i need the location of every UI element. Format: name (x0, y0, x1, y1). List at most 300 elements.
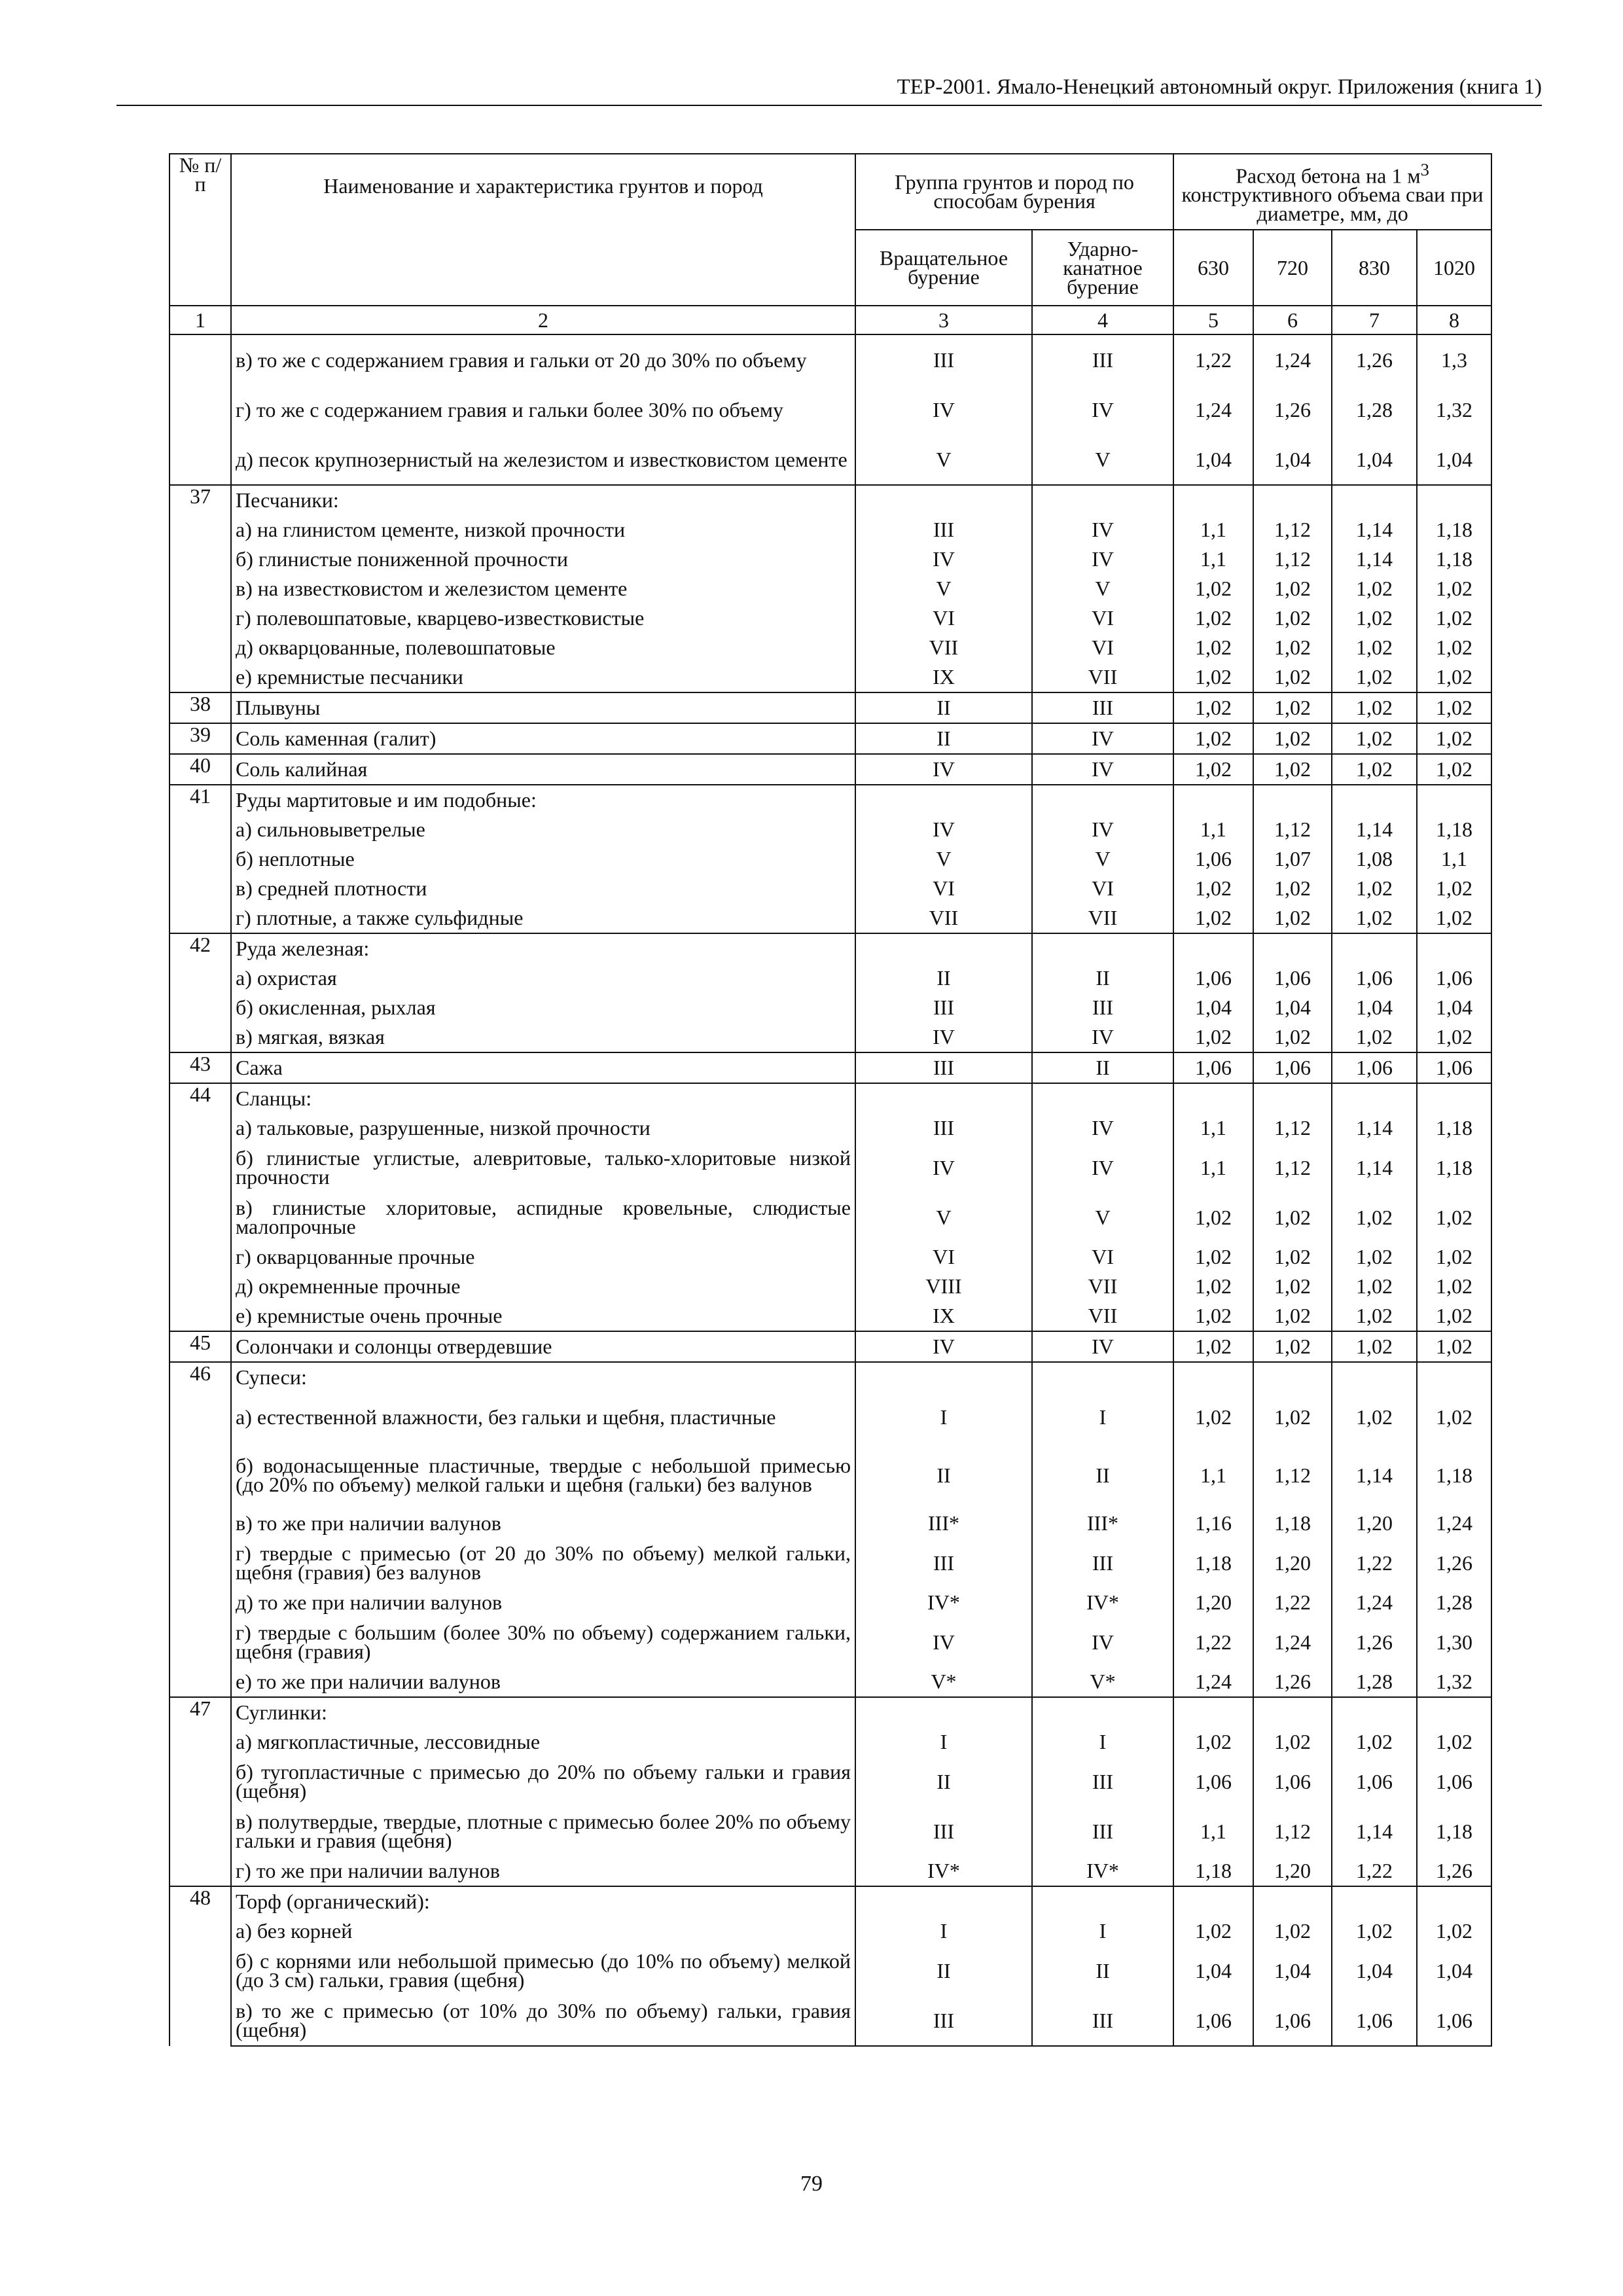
rotary-group: I (855, 1392, 1032, 1442)
table-row (169, 1588, 1491, 1617)
rotary-group: VI (855, 874, 1032, 903)
rotary-group: II (855, 963, 1032, 993)
concrete-value: 1,02 (1332, 1392, 1417, 1442)
concrete-value: 1,20 (1253, 1856, 1332, 1886)
concrete-value: 1,02 (1173, 662, 1253, 692)
concrete-value: 1,02 (1173, 1727, 1253, 1757)
rotary-group: IV (855, 815, 1032, 844)
concrete-value: 1,18 (1173, 1856, 1253, 1886)
percussion-group: V (1032, 1193, 1173, 1242)
concrete-value: 1,04 (1332, 993, 1417, 1022)
concrete-value: 1,02 (1417, 574, 1491, 603)
table-row (169, 1331, 1491, 1362)
concrete-value: 1,06 (1417, 963, 1491, 993)
concrete-value: 1,02 (1173, 903, 1253, 933)
rotary-group: III (855, 1806, 1032, 1856)
concrete-value: 1,18 (1253, 1509, 1332, 1538)
percussion-group: VII (1032, 662, 1173, 692)
rotary-group: III (855, 1052, 1032, 1083)
column-index: 8 (1417, 306, 1491, 334)
table-row (169, 385, 1491, 435)
soil-name: б) глинистые пониженной прочности (231, 545, 855, 574)
concrete-value: 1,26 (1417, 1538, 1491, 1588)
table-row (169, 844, 1491, 874)
concrete-value: 1,02 (1173, 603, 1253, 633)
concrete-value: 1,12 (1253, 515, 1332, 545)
rotary-group: V (855, 435, 1032, 485)
row-number: 48 (169, 1886, 231, 2046)
rotary-group: III (855, 1113, 1032, 1143)
table-row (169, 1946, 1491, 1996)
soil-name: г) полевошпатовые, кварцево-известковистые (231, 603, 855, 633)
group-title: Руды мартитовые и им подобные: (231, 785, 855, 815)
header-group: Группа грунтов и пород по способам бурения (855, 154, 1173, 230)
soil-name: в) мягкая, вязкая (231, 1022, 855, 1052)
concrete-value: 1,06 (1173, 1757, 1253, 1806)
table-row (169, 1916, 1491, 1946)
concrete-value: 1,02 (1253, 633, 1332, 662)
percussion-group: VII (1032, 1272, 1173, 1301)
soil-name: в) средней плотности (231, 874, 855, 903)
empty-cell (1332, 485, 1417, 515)
empty-cell (1332, 1886, 1417, 1916)
soil-name: в) то же с примесью (от 10% до 30% по объему) гальки, гравия (щебня) (231, 1996, 855, 2046)
column-index: 2 (231, 306, 855, 334)
soil-name: а) на глинистом цементе, низкой прочности (231, 515, 855, 545)
empty-cell (1032, 933, 1173, 963)
table-row (169, 485, 1491, 515)
concrete-value: 1,1 (1173, 1806, 1253, 1856)
concrete-value: 1,02 (1253, 1392, 1332, 1442)
rotary-group: V (855, 844, 1032, 874)
empty-cell (1253, 785, 1332, 815)
table-row (169, 933, 1491, 963)
percussion-group: V (1032, 844, 1173, 874)
table-row (169, 603, 1491, 633)
soil-name: Солончаки и солонцы отвердевшие (231, 1331, 855, 1362)
table-row (169, 633, 1491, 662)
table-row (169, 662, 1491, 692)
table-row (169, 1193, 1491, 1242)
concrete-value: 1,02 (1253, 1242, 1332, 1272)
concrete-value: 1,02 (1332, 603, 1417, 633)
percussion-group: III (1032, 692, 1173, 723)
concrete-value: 1,18 (1173, 1538, 1253, 1588)
percussion-group: IV (1032, 1331, 1173, 1362)
table-row (169, 1362, 1491, 1392)
percussion-group: III* (1032, 1509, 1173, 1538)
percussion-group: III (1032, 334, 1173, 385)
concrete-value: 1,02 (1253, 903, 1332, 933)
concrete-value: 1,02 (1173, 692, 1253, 723)
concrete-value: 1,06 (1332, 963, 1417, 993)
concrete-value: 1,14 (1332, 1806, 1417, 1856)
concrete-value: 1,12 (1253, 1143, 1332, 1193)
concrete-value: 1,04 (1253, 1946, 1332, 1996)
soil-name: г) то же при наличии валунов (231, 1856, 855, 1886)
concrete-value: 1,06 (1332, 1996, 1417, 2046)
concrete-value: 1,02 (1332, 1022, 1417, 1052)
soil-name: е) кремнистые песчаники (231, 662, 855, 692)
rotary-group: II (855, 692, 1032, 723)
percussion-group: IV (1032, 1113, 1173, 1143)
percussion-group: II (1032, 1442, 1173, 1509)
percussion-group: V (1032, 435, 1173, 485)
concrete-value: 1,06 (1417, 1757, 1491, 1806)
percussion-group: I (1032, 1392, 1173, 1442)
rotary-group: IV (855, 1617, 1032, 1667)
concrete-value: 1,1 (1173, 1113, 1253, 1143)
concrete-value: 1,1 (1173, 815, 1253, 844)
soil-name: г) окварцованные прочные (231, 1242, 855, 1272)
concrete-value: 1,02 (1173, 1916, 1253, 1946)
concrete-value: 1,24 (1253, 334, 1332, 385)
rotary-group: VI (855, 1242, 1032, 1272)
page-number: 79 (800, 2172, 823, 2196)
concrete-value: 1,22 (1332, 1856, 1417, 1886)
concrete-value: 1,18 (1417, 1143, 1491, 1193)
soil-name: б) водонасыщенные пластичные, твердые с небольшой примесью (до 20% по объему) мелкой гальки и щебня (гальки) без валунов (231, 1442, 855, 1509)
rotary-group: III (855, 515, 1032, 545)
concrete-value: 1,22 (1253, 1588, 1332, 1617)
concrete-value: 1,1 (1417, 844, 1491, 874)
row-number (169, 334, 231, 485)
soil-name: а) тальковые, разрушенные, низкой прочности (231, 1113, 855, 1143)
empty-cell (1032, 1362, 1173, 1392)
percussion-group: IV (1032, 1022, 1173, 1052)
concrete-value: 1,02 (1417, 874, 1491, 903)
soil-name: г) плотные, а также сульфидные (231, 903, 855, 933)
concrete-value: 1,18 (1417, 545, 1491, 574)
concrete-value: 1,06 (1173, 1996, 1253, 2046)
concrete-value: 1,06 (1173, 963, 1253, 993)
empty-cell (1032, 1697, 1173, 1727)
concrete-value: 1,06 (1173, 844, 1253, 874)
percussion-group: IV (1032, 815, 1173, 844)
row-number: 46 (169, 1362, 231, 1697)
column-index: 1 (169, 306, 231, 334)
percussion-group: III (1032, 1757, 1173, 1806)
table-row (169, 1022, 1491, 1052)
soil-name: е) кремнистые очень прочные (231, 1301, 855, 1331)
row-number: 47 (169, 1697, 231, 1886)
concrete-value: 1,14 (1332, 515, 1417, 545)
percussion-group: VI (1032, 874, 1173, 903)
concrete-value: 1,02 (1332, 1301, 1417, 1331)
table-row (169, 1301, 1491, 1331)
concrete-value: 1,02 (1417, 1272, 1491, 1301)
row-number: 44 (169, 1083, 231, 1331)
concrete-value: 1,02 (1253, 1301, 1332, 1331)
rotary-group: VI (855, 603, 1032, 633)
row-number: 42 (169, 933, 231, 1052)
concrete-value: 1,02 (1332, 903, 1417, 933)
concrete-value: 1,04 (1417, 435, 1491, 485)
concrete-value: 1,18 (1417, 1806, 1491, 1856)
column-index: 4 (1032, 306, 1173, 334)
concrete-value: 1,02 (1417, 1916, 1491, 1946)
soil-name: е) то же при наличии валунов (231, 1667, 855, 1697)
table-body (169, 334, 1491, 2046)
concrete-value: 1,04 (1253, 993, 1332, 1022)
concrete-value: 1,22 (1332, 1538, 1417, 1588)
concrete-value: 1,14 (1332, 1143, 1417, 1193)
concrete-value: 1,04 (1173, 993, 1253, 1022)
empty-cell (855, 1083, 1032, 1113)
concrete-value: 1,14 (1332, 815, 1417, 844)
concrete-value: 1,02 (1332, 874, 1417, 903)
concrete-value: 1,12 (1253, 815, 1332, 844)
table-row (169, 1272, 1491, 1301)
header-diameter: 1020 (1417, 230, 1491, 306)
soil-name: Соль каменная (галит) (231, 723, 855, 754)
concrete-value: 1,06 (1253, 1757, 1332, 1806)
concrete-value: 1,02 (1417, 692, 1491, 723)
column-index: 7 (1332, 306, 1417, 334)
header-num: № п/п (169, 154, 231, 306)
empty-cell (1032, 785, 1173, 815)
percussion-group: VI (1032, 633, 1173, 662)
concrete-value: 1,12 (1253, 1113, 1332, 1143)
header-percussion: Ударно-канатное бурение (1032, 230, 1173, 306)
soil-name: в) то же при наличии валунов (231, 1509, 855, 1538)
concrete-value: 1,02 (1332, 1916, 1417, 1946)
rotary-group: IV (855, 1331, 1032, 1362)
concrete-value: 1,02 (1173, 574, 1253, 603)
percussion-group: IV* (1032, 1588, 1173, 1617)
running-header: ТЕР-2001. Ямало-Ненецкий автономный округ. Приложения (книга 1) (116, 73, 1542, 106)
table-row (169, 1886, 1491, 1916)
rotary-group: III* (855, 1509, 1032, 1538)
percussion-group: V (1032, 574, 1173, 603)
rotary-group: II (855, 723, 1032, 754)
header-consumption: Расход бетона на 1 $м^3$ конструктивного объема сваи при диаметре, мм, до (1173, 154, 1491, 230)
soil-name: б) с корнями или небольшой примесью (до 10% по объему) мелкой (до 3 см) гальки, гравия (щебня) (231, 1946, 855, 1996)
soil-name: б) окисленная, рыхлая (231, 993, 855, 1022)
empty-cell (1173, 1083, 1253, 1113)
concrete-value: 1,02 (1253, 603, 1332, 633)
concrete-value: 1,02 (1253, 1727, 1332, 1757)
concrete-value: 1,14 (1332, 1113, 1417, 1143)
concrete-value: 1,04 (1332, 1946, 1417, 1996)
percussion-group: IV* (1032, 1856, 1173, 1886)
soil-name: а) мягкопластичные, лессовидные (231, 1727, 855, 1757)
concrete-value: 1,24 (1253, 1617, 1332, 1667)
table-row (169, 1392, 1491, 1442)
percussion-group: III (1032, 1806, 1173, 1856)
rotary-group: I (855, 1916, 1032, 1946)
concrete-value: 1,02 (1332, 1242, 1417, 1272)
concrete-value: 1,02 (1332, 1331, 1417, 1362)
soil-name: Плывуны (231, 692, 855, 723)
soil-name: б) глинистые углистые, алевритовые, талько-хлоритовые низкой прочности (231, 1143, 855, 1193)
concrete-value: 1,02 (1332, 754, 1417, 785)
concrete-value: 1,02 (1253, 662, 1332, 692)
rotary-group: III (855, 334, 1032, 385)
soil-name: а) без корней (231, 1916, 855, 1946)
concrete-value: 1,02 (1332, 1727, 1417, 1757)
empty-cell (1253, 1886, 1332, 1916)
rotary-group: IV (855, 545, 1032, 574)
soil-concrete-table (169, 153, 1492, 2047)
concrete-value: 1,1 (1173, 1442, 1253, 1509)
table-row (169, 574, 1491, 603)
percussion-group: IV (1032, 1617, 1173, 1667)
percussion-group: VI (1032, 1242, 1173, 1272)
rotary-group: III (855, 993, 1032, 1022)
concrete-value: 1,20 (1332, 1509, 1417, 1538)
concrete-value: 1,02 (1173, 1301, 1253, 1331)
rotary-group: III (855, 1996, 1032, 2046)
soil-name: г) то же с содержанием гравия и гальки более 30% по объему (231, 385, 855, 435)
concrete-value: 1,14 (1332, 545, 1417, 574)
concrete-value: 1,02 (1417, 903, 1491, 933)
concrete-value: 1,16 (1173, 1509, 1253, 1538)
table-row (169, 1113, 1491, 1143)
concrete-value: 1,04 (1417, 1946, 1491, 1996)
concrete-value: 1,04 (1173, 435, 1253, 485)
table-row (169, 1757, 1491, 1806)
header-rotary: Вращательное бурение (855, 230, 1032, 306)
empty-cell (1332, 785, 1417, 815)
concrete-value: 1,02 (1253, 754, 1332, 785)
empty-cell (1253, 1362, 1332, 1392)
soil-name: д) окварцованные, полевошпатовые (231, 633, 855, 662)
percussion-group: III (1032, 1996, 1173, 2046)
empty-cell (1173, 1362, 1253, 1392)
concrete-value: 1,18 (1417, 815, 1491, 844)
concrete-value: 1,08 (1332, 844, 1417, 874)
table-row (169, 692, 1491, 723)
empty-cell (1032, 1886, 1173, 1916)
table-row (169, 963, 1491, 993)
concrete-value: 1,02 (1417, 1727, 1491, 1757)
empty-cell (855, 1362, 1032, 1392)
concrete-value: 1,02 (1173, 1193, 1253, 1242)
concrete-value: 1,06 (1173, 1052, 1253, 1083)
table-row (169, 1617, 1491, 1667)
table-row (169, 545, 1491, 574)
rotary-group: IV (855, 1143, 1032, 1193)
percussion-group: IV (1032, 723, 1173, 754)
row-number: 37 (169, 485, 231, 692)
empty-cell (1032, 1083, 1173, 1113)
empty-cell (1173, 1697, 1253, 1727)
soil-name: г) твердые с большим (более 30% по объему) содержанием гальки, щебня (гравия) (231, 1617, 855, 1667)
concrete-value: 1,02 (1417, 754, 1491, 785)
group-title: Суглинки: (231, 1697, 855, 1727)
percussion-group: VI (1032, 603, 1173, 633)
concrete-value: 1,02 (1332, 633, 1417, 662)
empty-cell (1332, 933, 1417, 963)
soil-name: д) окремненные прочные (231, 1272, 855, 1301)
concrete-value: 1,02 (1253, 1272, 1332, 1301)
concrete-value: 1,20 (1253, 1538, 1332, 1588)
concrete-value: 1,02 (1173, 754, 1253, 785)
concrete-value: 1,1 (1173, 545, 1253, 574)
rotary-group: I (855, 1727, 1032, 1757)
percussion-group: II (1032, 963, 1173, 993)
rotary-group: IX (855, 662, 1032, 692)
empty-cell (855, 485, 1032, 515)
concrete-value: 1,28 (1417, 1588, 1491, 1617)
percussion-group: I (1032, 1727, 1173, 1757)
concrete-value: 1,02 (1173, 874, 1253, 903)
table-row (169, 903, 1491, 933)
rotary-group: IV (855, 754, 1032, 785)
rotary-group: IV* (855, 1588, 1032, 1617)
empty-cell (1417, 785, 1491, 815)
concrete-value: 1,02 (1332, 723, 1417, 754)
concrete-value: 1,32 (1417, 385, 1491, 435)
row-number: 40 (169, 754, 231, 785)
concrete-value: 1,04 (1253, 435, 1332, 485)
concrete-value: 1,02 (1173, 723, 1253, 754)
concrete-value: 1,02 (1417, 1022, 1491, 1052)
soil-name: б) неплотные (231, 844, 855, 874)
concrete-value: 1,14 (1332, 1442, 1417, 1509)
empty-cell (1253, 1083, 1332, 1113)
concrete-value: 1,04 (1417, 993, 1491, 1022)
table-row (169, 1538, 1491, 1588)
concrete-value: 1,3 (1417, 334, 1491, 385)
percussion-group: III (1032, 993, 1173, 1022)
soil-name: г) твердые с примесью (от 20 до 30% по объему) мелкой гальки, щебня (гравия) без валунов (231, 1538, 855, 1588)
soil-name: а) охристая (231, 963, 855, 993)
empty-cell (1332, 1362, 1417, 1392)
concrete-value: 1,24 (1332, 1588, 1417, 1617)
concrete-value: 1,02 (1253, 1331, 1332, 1362)
table-row (169, 993, 1491, 1022)
concrete-value: 1,32 (1417, 1667, 1491, 1697)
concrete-value: 1,02 (1253, 1193, 1332, 1242)
table-row (169, 874, 1491, 903)
concrete-value: 1,02 (1253, 723, 1332, 754)
empty-cell (1417, 1083, 1491, 1113)
concrete-value: 1,28 (1332, 1667, 1417, 1697)
concrete-value: 1,02 (1332, 662, 1417, 692)
header-name: Наименование и характеристика грунтов и пород (231, 154, 855, 306)
table-row (169, 334, 1491, 385)
concrete-value: 1,06 (1253, 1052, 1332, 1083)
table-row (169, 1509, 1491, 1538)
table-row (169, 1806, 1491, 1856)
empty-cell (1417, 485, 1491, 515)
empty-cell (1417, 933, 1491, 963)
table-row (169, 723, 1491, 754)
table-row (169, 815, 1491, 844)
table-row (169, 1083, 1491, 1113)
percussion-group: II (1032, 1946, 1173, 1996)
column-index: 3 (855, 306, 1032, 334)
table-row (169, 1242, 1491, 1272)
row-number: 43 (169, 1052, 231, 1083)
concrete-value: 1,06 (1332, 1052, 1417, 1083)
concrete-value: 1,06 (1417, 1052, 1491, 1083)
empty-cell (1173, 1886, 1253, 1916)
concrete-value: 1,04 (1332, 435, 1417, 485)
concrete-value: 1,24 (1417, 1509, 1491, 1538)
group-title: Руда железная: (231, 933, 855, 963)
concrete-value: 1,22 (1173, 1617, 1253, 1667)
concrete-value: 1,26 (1332, 334, 1417, 385)
empty-cell (1417, 1697, 1491, 1727)
concrete-value: 1,02 (1173, 1242, 1253, 1272)
soil-name: в) на известковистом и железистом цементе (231, 574, 855, 603)
concrete-value: 1,02 (1253, 874, 1332, 903)
concrete-value: 1,07 (1253, 844, 1332, 874)
concrete-value: 1,06 (1253, 963, 1332, 993)
